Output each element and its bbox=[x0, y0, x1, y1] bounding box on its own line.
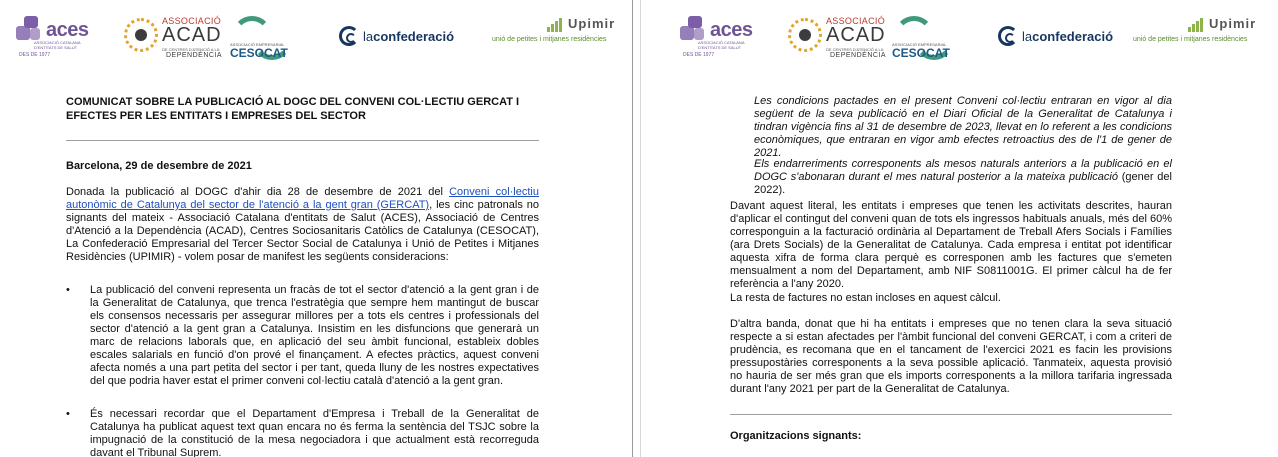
confederacio-mark-icon bbox=[998, 26, 1018, 46]
acad-sub: DE CENTRES D'ATENCIÓ A LA bbox=[826, 47, 884, 52]
conveni-link[interactable]: Conveni col·lectiu autonòmic de Catalunya del sector de l'atenció a la gent gran (GERCAT) bbox=[66, 186, 539, 211]
acad-name: ACAD bbox=[826, 24, 886, 46]
confederacio-logo bbox=[998, 14, 1128, 60]
document-page-left bbox=[0, 0, 632, 457]
upimir-mark-icon bbox=[547, 18, 567, 32]
acad-logo bbox=[124, 14, 234, 60]
confederacio-pre: la bbox=[363, 29, 374, 44]
acad-mark-icon bbox=[124, 18, 158, 52]
confederacio-logo bbox=[339, 14, 469, 60]
cesocat-mark-icon bbox=[894, 16, 950, 40]
quote-paragraph-2 bbox=[754, 158, 1172, 197]
acad-mark-icon bbox=[788, 18, 822, 52]
confederacio-mark-icon bbox=[339, 26, 359, 46]
cesocat-mark-icon bbox=[232, 16, 288, 40]
aces-sub: ASSOCIACIÓ CATALANA D'ENTITATS DE SALUT bbox=[34, 40, 81, 50]
cesocat-logo bbox=[892, 14, 972, 60]
upimir-logo bbox=[1133, 14, 1258, 60]
acad-bottom: DEPENDÈNCIA bbox=[830, 52, 887, 59]
acad-bottom: DEPENDÈNCIA bbox=[166, 52, 223, 59]
acad-top: ASSOCIACIÓ bbox=[826, 16, 886, 26]
cesocat-name: CESOCAT bbox=[892, 46, 950, 60]
confederacio-name: confederació bbox=[373, 29, 455, 44]
upimir-name: Upimir bbox=[1209, 16, 1257, 31]
aces-logo bbox=[680, 14, 753, 60]
acad-top: ASSOCIACIÓ bbox=[162, 16, 222, 26]
acad-sub: DE CENTRES D'ATENCIÓ A LA bbox=[162, 47, 220, 52]
acad-logo bbox=[788, 14, 898, 60]
cesocat-logo bbox=[230, 14, 310, 60]
acad-name: ACAD bbox=[162, 24, 222, 46]
cesocat-sub: ASSOCIACIÓ EMPRESARIAL bbox=[230, 42, 285, 47]
upimir-sub: unió de petites i mitjanes residències bbox=[492, 36, 607, 43]
bullet-paragraph-1: La publicació del conveni representa un fracàs de tot el sector d'atenció a la gent gran i de la Generalitat de Catalunya, que trenca l'estratègia que sempre hem mantingut de buscar els consensos necessaris per assegurar millores per a tots els centres i professionals del sector d'atenció a la gent gran a Catalunya. Insistim en les disfuncions que generarà un marc de relacions laborals que, en aplicació del seu àmbit funcional, estableix dobles escales salarials en funció d'on prové el finançament. A efectes pràctics, aquest conveni afecta només a una part petita del sector i per tant, queda lluny de les nostres expectatives del que podria haver estat el primer conveni col·lectiu català d'atenció a la gent gran. bbox=[90, 284, 539, 387]
quote-2-italic: Els endarreriments corresponents als mesos naturals anteriors a la publicació en el DOGC s'abonaran durant el mes natural posterior a la mateixa publicació bbox=[754, 158, 1172, 183]
aces-name: aces bbox=[46, 19, 89, 41]
aces-logo bbox=[16, 14, 89, 60]
body-paragraph-3: D'altra banda, donat que hi ha entitats i empreses que no tenen clara la seva situació respecte a si estan afectades per l'àmbit funcional del conveni GERCAT, i com a criteri de prudència, es recomana que en el tancament de l'exercici 2021 es facin les provisions pressupostàries corresponents a la seva possible aplicació. Tanmateix, aquesta provisió no hauria de ser més gran que els imports corresponents a la millora tarifaria ingressada durant l'any 2021 per part de la Generalitat de Catalunya. bbox=[730, 318, 1172, 395]
upimir-sub: unió de petites i mitjanes residències bbox=[1133, 36, 1248, 43]
intro-text-before: Donada la publicació al DOGC d'ahir dia 28 de desembre de 2021 del bbox=[66, 186, 450, 198]
upimir-mark-icon bbox=[1188, 18, 1208, 32]
document-page-right bbox=[641, 0, 1278, 457]
intro-text-after: , les cinc patronals no signants del mateix - Associació Catalana d'entitats de Salut (ACES), Associació de Centres d'Atenció a la Dependència (ACAD), Centres Sociosanitaris Catòlics de Catalunya (CESOCAT), La Confederació Empresarial del Tercer Sector Social de Catalunya i Unió de Petites i Mitjanes Residències (UPIMIR) - volem posar de manifest les següents consideracions: bbox=[66, 199, 539, 263]
cesocat-name: CESOCAT bbox=[230, 46, 288, 60]
aces-name: aces bbox=[710, 19, 753, 41]
title-divider bbox=[66, 140, 539, 141]
aces-year: DES DE 1977 bbox=[683, 52, 715, 58]
quote-paragraph-1: Les condicions pactades en el present Conveni col·lectiu entraran en vigor al dia següent de la seva publicació en el Diari Oficial de la Generalitat de Catalunya i tindran vigència fins al 31 de desembre de 2023, llevat en lo referent a les condicions econòmiques, que entraran en vigor amb efectes retroactius des de l'1 de gener de 2021. bbox=[754, 95, 1172, 159]
confederacio-name: confederació bbox=[1032, 29, 1114, 44]
document-title: COMUNICAT SOBRE LA PUBLICACIÓ AL DOGC DEL CONVENI COL·LECTIU GERCAT I EFECTES PER LES ENTITATS I EMPRESES DEL SECTOR bbox=[66, 96, 520, 122]
confederacio-pre: la bbox=[1022, 29, 1033, 44]
signers-divider bbox=[730, 414, 1172, 415]
document-date: Barcelona, 29 de desembre de 2021 bbox=[66, 160, 252, 172]
bullet-icon: • bbox=[66, 284, 70, 296]
logo-strip bbox=[678, 14, 1257, 60]
intro-paragraph bbox=[66, 186, 539, 264]
aces-sub: ASSOCIACIÓ CATALANA D'ENTITATS DE SALUT bbox=[698, 40, 745, 50]
logo-strip bbox=[14, 14, 618, 60]
bullet-icon: • bbox=[66, 408, 70, 420]
quote-2-tail: (gener del 2022). bbox=[754, 171, 1172, 196]
body-paragraph-2: La resta de factures no estan incloses en aquest càlcul. bbox=[730, 292, 1001, 304]
cesocat-sub: ASSOCIACIÓ EMPRESARIAL bbox=[892, 42, 947, 47]
page-gutter bbox=[632, 0, 641, 457]
bullet-paragraph-2: És necessari recordar que el Departament d'Empresa i Treball de la Generalitat de Catalunya ha publicat aquest text quan encara no és ferma la sentència del TSJC sobre la impugnació de la constitució de la mesa negociadora i que actualment està recorreguda davant el Tribunal Suprem. bbox=[90, 408, 539, 457]
aces-year: DES DE 1977 bbox=[19, 52, 51, 58]
signers-heading: Organitzacions signants: bbox=[730, 430, 862, 442]
upimir-name: Upimir bbox=[568, 16, 616, 31]
upimir-logo bbox=[492, 14, 622, 60]
body-paragraph-1: Davant aquest literal, les entitats i empreses que tenen les activitats descrites, hauran d'aplicar el contingut del conveni quan de tots els ingressos habituals anuals, més del 60% corresponguin a la facturació ordinària al Departament de Treball Afers Socials i Famílies (ara Drets Socials) de la Generalitat de Catalunya. Cada empresa i entitat pot identificar aquesta xifra de forma clara perquè es corresponen amb les factures que s'emeten mensualment a nom del Departament, amb NIF S0811001G. El primer càlcul ha de fer referència a l'any 2020. bbox=[730, 200, 1172, 290]
